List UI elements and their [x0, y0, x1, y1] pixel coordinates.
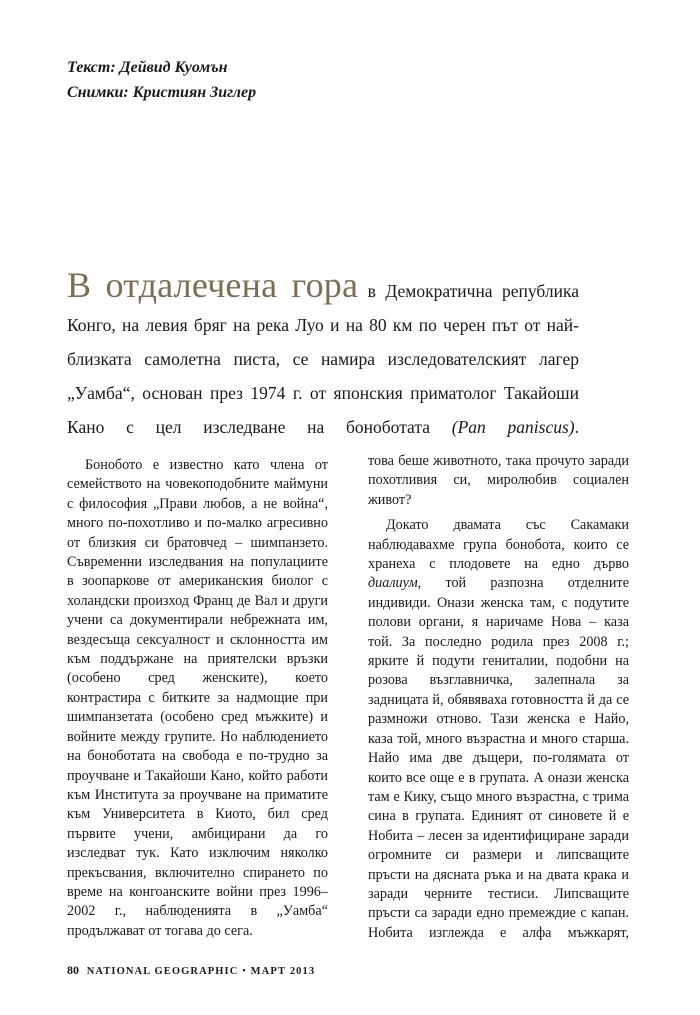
left-column: [67, 456, 328, 946]
right-column: [368, 452, 629, 946]
right-p2-italic: диалиум,: [368, 575, 422, 592]
credits: [67, 55, 256, 105]
right-p2-text-a: Докато двамата със Сакамаки наблюдавахме група боноботa, които се хранеха с плодовете на едно дърво: [368, 517, 629, 573]
lede-end: .: [574, 417, 579, 437]
lede-text: в Демократична република Конго, на левия бряг на река Луо и на 80 км по черен път от най-близката самолетна писта, се намира изследователският лагер „Уамба“, основан през 1974 г. от японския приматолог Такайоши Кано с цел изследване на боноботата: [67, 281, 579, 437]
left-paragraph-1: Боноботo е известно като члена от семейството на човекоподобните маймуни с философия „Прави любов, а не война“, много по-похотливо и по-малко агресивно от близкия си братовчед – шимпанзето. Съвременни изследвания на популациите в зоопаркове от американския биолог с холандски произход Франц де Вал и други учени са документирали небрежната им, вездесъща сексуалност и склонността им към поддържане на приятелски връзки (особено сред женските), което контрастира с битките за надмощие при шимпанзетата (особено сред мъжките) и войните между групите. Но наблюдението на боноботата на свобода е по-трудно за проучване и Такайоши Кано, който работи към Института за проучване на приматите към Университета в Киото, бил сред първите учени, амбицирани да го изследват тук. Като изключим няколко прекъсвания, включително спирането по време на конгоанските войни през 1996–2002 г., наблюденията в „Уамба“ продължават от тогава до сега.: [67, 457, 328, 939]
page-number: 80: [67, 963, 79, 977]
lede-paragraph: [67, 265, 579, 444]
issue-date: МАРТ 2013: [250, 966, 316, 977]
right-p2-text-b: той разпозна отделните индивиди. Онази женска там, с подутите полови органи, я наричаме Нова – каза той. За последно родила през 2008 г.; ярките й подути гениталии, подобни на розова възглавничка, залепнала за задницата й, обявяваха готовността й да се размножи отново. Тази женска е Найо, каза той, много възрастна и много старша. Найо има две дъщери, по-голямата от които все още е в групата. А онази женска там е Кику, също много възрастна, с трима сина в групата. Единият от синовете й е Нобита – лесен за идентифициране заради огромните си размери и липсващите пръсти на дясната ръка и на двата крака и заради черните тестиси. Липсващите пръсти са заради едно премеждие с капан. Нобита изглежда е алфа мъжкарят,: [368, 575, 629, 941]
photo-credit: Снимки: Кристиян Зиглер: [67, 84, 257, 101]
right-paragraph-1: това беше животното, така прочуто заради похотливия си, миролюбив социален живот?: [368, 453, 629, 508]
lede-scientific-name: (Pan paniscus): [451, 417, 575, 437]
right-paragraph-2: [368, 516, 629, 946]
magazine-name: NATIONAL GEOGRAPHIC: [86, 966, 239, 977]
page-footer: [67, 963, 315, 978]
lede-dropword: В отдалечена гора: [67, 265, 359, 305]
footer-separator: •: [242, 966, 247, 977]
author-credit: Текст: Дейвид Куомън: [67, 59, 228, 76]
